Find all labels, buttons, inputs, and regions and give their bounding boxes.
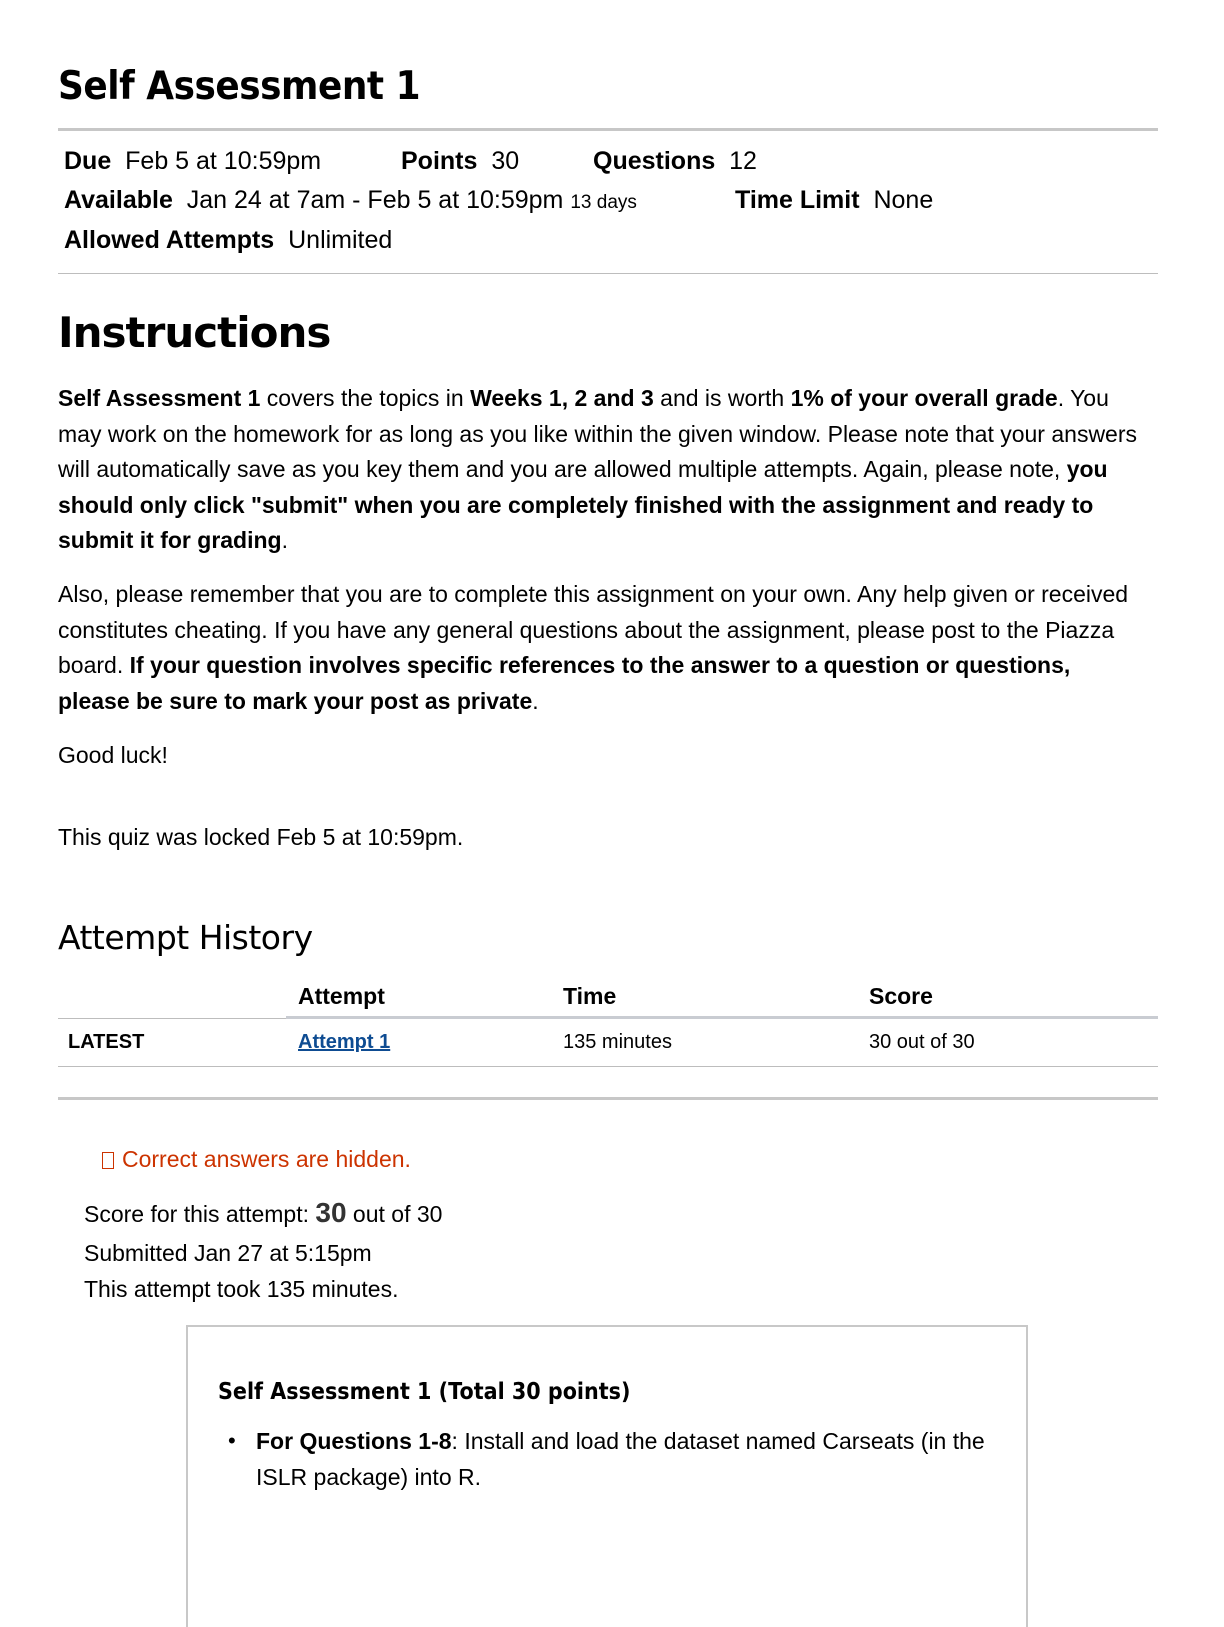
questions-label: Questions (593, 147, 716, 175)
questions-value: 12 (729, 147, 757, 175)
column-header-score: Score (869, 983, 933, 1009)
list-item (218, 1423, 998, 1495)
points-label: Points (401, 147, 478, 175)
body-text: and is worth (653, 385, 791, 411)
available-days: 13 days (570, 192, 637, 213)
body-text: . (281, 527, 288, 553)
emphasis-text: Self Assessment 1 (58, 385, 261, 411)
body-text: . (532, 687, 539, 714)
time-limit-label: Time Limit (735, 186, 860, 214)
available-value: Jan 24 at 7am - Feb 5 at 10:59pm (186, 186, 564, 214)
divider (58, 128, 1158, 131)
due-value: Feb 5 at 10:59pm (125, 147, 322, 175)
attempt-link[interactable]: Attempt 1 (298, 1031, 391, 1053)
table-header-underline (286, 1016, 1158, 1019)
question-box-title: Self Assessment 1 (Total 30 points) (218, 1379, 631, 1405)
answers-hidden-alert (102, 1146, 411, 1173)
attempts-value: Unlimited (288, 226, 393, 254)
attempts-info (64, 226, 392, 255)
score-prefix: Score for this attempt: (84, 1201, 316, 1227)
emphasis-text: 1% of your overall grade (790, 385, 1058, 411)
emphasis-text: Weeks 1, 2 and 3 (470, 385, 654, 411)
divider (58, 1066, 1158, 1067)
emphasis-text: you should only click "submit" when you are completely finished with the assignment and ready to submit it for grading (58, 456, 1108, 553)
score-suffix: out of 30 (346, 1201, 443, 1227)
time-limit-info (735, 186, 933, 215)
time-limit-value: None (873, 186, 934, 214)
due-info (64, 147, 321, 176)
divider (58, 273, 1158, 274)
attempt-score-line (84, 1197, 442, 1229)
column-header-attempt: Attempt (298, 983, 385, 1009)
warning-icon (102, 1152, 114, 1169)
points-value: 30 (491, 147, 520, 175)
available-label: Available (64, 186, 173, 214)
attempts-label: Allowed Attempts (64, 226, 275, 254)
emphasis-text: For Questions 1-8 (256, 1428, 452, 1454)
question-box (186, 1325, 1028, 1627)
attempt-time: 135 minutes (563, 1031, 672, 1053)
instructions-paragraph (58, 577, 1148, 719)
body-text: : Install and load the dataset named Carseats (in the ISLR package) into R. (256, 1428, 985, 1490)
body-text: . You may work on the homework for as long as you like within the given window. Please note that your answers will automatically save as you key them and you are allowed multiple attempts. Again, please note, (58, 385, 1138, 482)
quiz-title: Self Assessment 1 (58, 64, 421, 109)
question-instructions-list (218, 1423, 998, 1495)
attempt-history-heading: Attempt History (58, 918, 313, 957)
column-header-time: Time (563, 983, 617, 1009)
score-value: 30 (315, 1197, 347, 1228)
quiz-locked-notice: This quiz was locked Feb 5 at 10:59pm. (58, 824, 464, 850)
due-label: Due (64, 147, 112, 175)
questions-info (593, 147, 757, 176)
body-text: Also, please remember that you are to complete this assignment on your own. Any help given or received constitutes cheating. If you have any general questions about the assignment, please post to the Piazza board. (58, 581, 1129, 678)
attempt-score: 30 out of 30 (869, 1031, 975, 1053)
latest-label: LATEST (68, 1031, 145, 1053)
emphasis-text: If your question involves specific references to the answer to a question or questions, please be sure to mark your post as private (58, 652, 1071, 714)
submitted-info: Submitted Jan 27 at 5:15pm (84, 1240, 372, 1266)
available-info (64, 186, 637, 215)
attempt-duration: This attempt took 135 minutes. (84, 1276, 399, 1302)
divider (58, 1097, 1158, 1100)
good-luck-text: Good luck! (58, 742, 168, 768)
points-info (401, 147, 519, 176)
body-text: covers the topics in (260, 385, 471, 411)
alert-text: Correct answers are hidden. (122, 1146, 411, 1172)
instructions-heading: Instructions (58, 308, 331, 357)
instructions-paragraph (58, 381, 1148, 559)
